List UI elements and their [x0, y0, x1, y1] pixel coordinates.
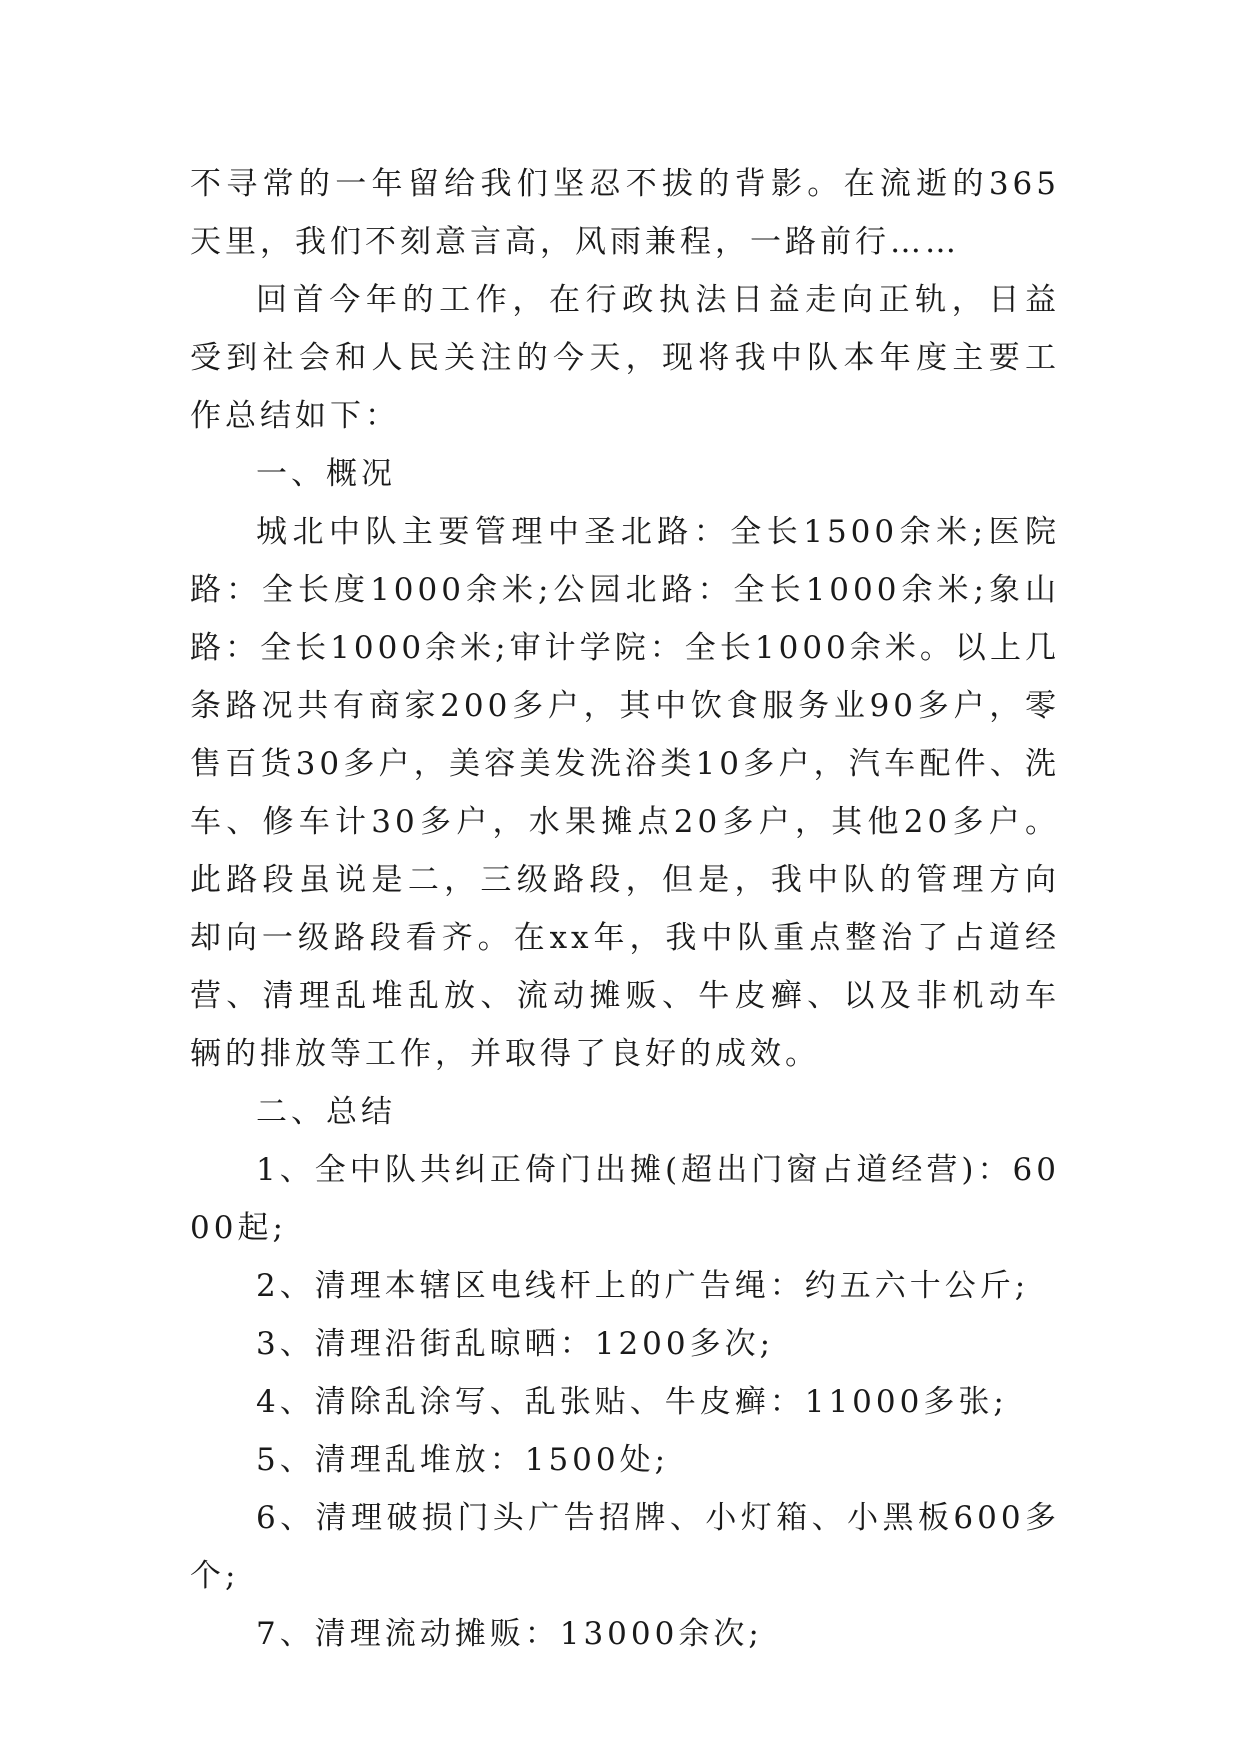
list-item: 7、清理流动摊贩：13000余次;: [256, 1616, 763, 1652]
paragraph-review: 回首今年的工作，在行政执法日益走向正轨，日益受到社会和人民关注的今天，现将我中队本年度主要工作总结如下：: [190, 282, 1060, 434]
list-item: 3、清理沿街乱晾晒：1200多次;: [256, 1326, 775, 1362]
section-heading-overview: 一、概况: [256, 456, 396, 492]
list-item: 2、清理本辖区电线杆上的广告绳：约五六十公斤;: [256, 1268, 1030, 1304]
paragraph-overview: 城北中队主要管理中圣北路：全长1500余米;医院路：全长度1000余米;公园北路：全长1000余米;象山路：全长1000余米;审计学院：全长1000余米。以上几条路况共有商家200多户，其中饮食服务业90多户，零售百货30多户，美容美发洗浴类10多户，汽车配件、洗车、修车计30多户，水果摊点20多户，其他20多户。此路段虽说是二，三级路段，但是，我中队的管理方向却向一级路段看齐。在xx年，我中队重点整治了占道经营、清理乱堆乱放、流动摊贩、牛皮癣、以及非机动车辆的排放等工作，并取得了良好的成效。: [190, 514, 1060, 1072]
list-item: 5、清理乱堆放：1500处;: [256, 1442, 670, 1478]
section-heading-summary: 二、总结: [256, 1094, 396, 1130]
document-body: [190, 155, 1060, 1663]
paragraph-intro-continued: 不寻常的一年留给我们坚忍不拔的背影。在流逝的365天里，我们不刻意言高，风雨兼程，一路前行……: [190, 166, 1060, 260]
list-item: 6、清理破损门头广告招牌、小灯箱、小黑板600多个;: [190, 1500, 1060, 1594]
list-item: 1、全中队共纠正倚门出摊(超出门窗占道经营)：6000起;: [190, 1152, 1060, 1246]
list-item: 4、清除乱涂写、乱张贴、牛皮癣：11000多张;: [256, 1384, 1008, 1420]
